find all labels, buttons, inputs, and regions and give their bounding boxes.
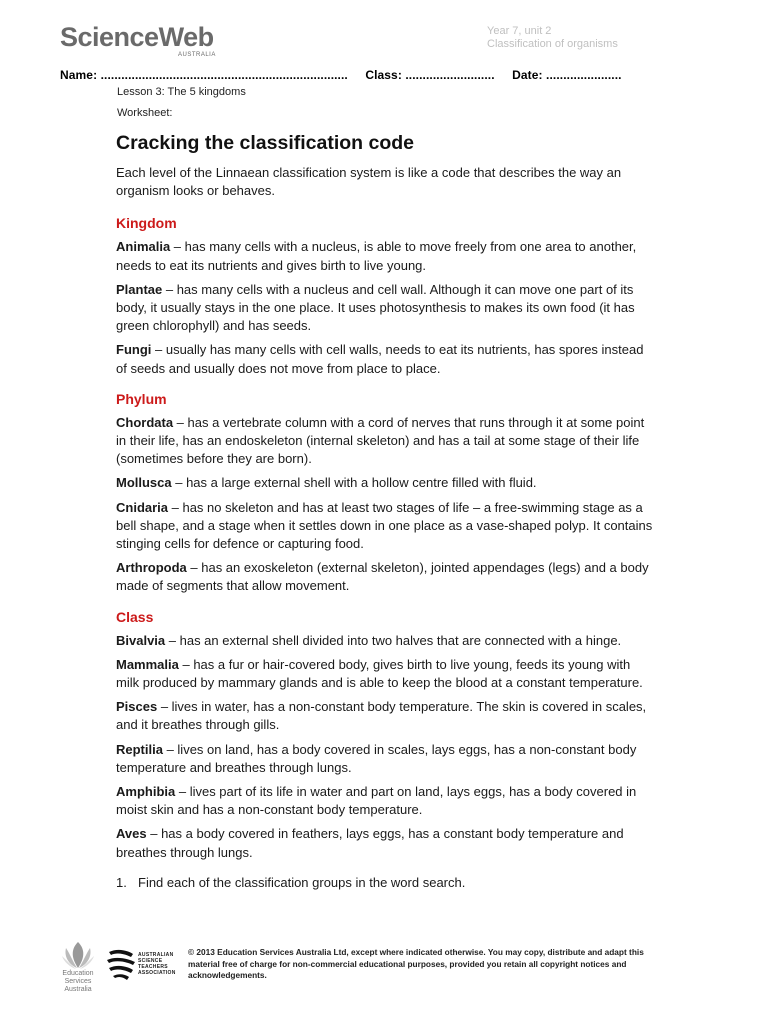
esa-logo-icon	[60, 940, 96, 972]
term-description: – lives in water, has a non-constant body temperature. The skin is covered in scales, and it breathes through gills.	[116, 699, 647, 733]
definition-item	[116, 474, 656, 492]
intro-text: Each level of the Linnaean classification system is like a code that describes the way an organism looks or behaves.	[116, 165, 622, 199]
asta-line4: ASSOCIATION	[138, 970, 176, 976]
section-heading: Phylum	[116, 390, 167, 407]
esa-line3: Australia	[64, 986, 92, 993]
student-header	[60, 68, 636, 82]
term: Pisces	[116, 699, 158, 715]
logo-sub: AUSTRALIA	[178, 52, 216, 58]
term-description: – lives on land, has a body covered in scales, lays eggs, has a non-constant body temperature and breathes through lungs.	[116, 741, 637, 775]
term: Bivalvia	[116, 632, 166, 648]
unit-info	[487, 25, 618, 51]
date-field[interactable]: Date: ......................	[512, 68, 622, 82]
term-description: – has a vertebrate column with a cord of nerves that runs through it at some point in their life, has an endoskeleton (internal skeleton) and has a tail at some stage of their life (sometimes before they are born).	[116, 414, 645, 467]
section-kingdom	[116, 214, 656, 377]
term: Aves	[116, 826, 147, 842]
term: Mammalia	[116, 656, 179, 672]
term: Chordata	[116, 414, 174, 430]
task-number: 1.	[116, 874, 127, 890]
asta-line2: SCIENCE	[138, 958, 163, 964]
worksheet-label: Worksheet:	[117, 107, 173, 119]
footer	[60, 940, 660, 1000]
esa-text	[56, 970, 100, 994]
name-field[interactable]: Name: ........................................................................	[60, 68, 348, 82]
term-description: – usually has many cells with cell walls, needs to eat its nutrients, has spores instead of seeds and usually does not move from place to place.	[116, 342, 644, 376]
term: Cnidaria	[116, 499, 169, 515]
term-description: – has many cells with a nucleus and cell wall. Although it can move one part of its body, it usually stays in the one place. It uses photosynthesis to makes its own food (it has green chlorophyll) and has seeds.	[116, 281, 635, 334]
term: Reptilia	[116, 741, 163, 757]
esa-line1: Education	[62, 970, 94, 977]
term-description: – has no skeleton and has at least two stages of life – a free-swimming stage as a bell shape, and a stage when it settles down in one place as a vase-shaped polyp. It contains stinging cells for defence or capturing food.	[116, 499, 653, 552]
definition-item	[116, 499, 656, 554]
unit-line2: Classification of organisms	[487, 38, 618, 50]
definition-item	[116, 414, 656, 469]
logo-name: ScienceWeb	[60, 22, 214, 52]
definition-item	[116, 741, 656, 777]
term-description: – has an exoskeleton (external skeleton), jointed appendages (legs) and a body made of segments that allow movement.	[116, 560, 649, 594]
asta-text	[138, 952, 176, 976]
definition-item	[116, 559, 656, 595]
definition-item	[116, 632, 656, 650]
definition-item	[116, 281, 656, 336]
definition-item	[116, 656, 656, 692]
term: Arthropoda	[116, 560, 187, 576]
term: Mollusca	[116, 475, 172, 491]
section-heading: Class	[116, 608, 154, 625]
sections	[116, 214, 656, 861]
definition-item	[116, 238, 656, 274]
task-item	[116, 874, 656, 892]
term: Fungi	[116, 342, 152, 358]
worksheet-content	[116, 130, 656, 892]
term-description: – has a body covered in feathers, lays eggs, has a constant body temperature and breathes through lungs.	[116, 826, 624, 860]
term-description: – has an external shell divided into two halves that are connected with a hinge.	[165, 632, 622, 648]
definition-item	[116, 341, 656, 377]
asta-line1: AUSTRALIAN	[138, 952, 174, 958]
section-class	[116, 608, 656, 862]
term-description: – has a fur or hair-covered body, gives birth to live young, feeds its young with milk produced by mammary glands and is able to keep the blood at a constant temperature.	[116, 656, 643, 691]
term-description: – has a large external shell with a hollow centre filled with fluid.	[171, 475, 537, 491]
section-heading: Kingdom	[116, 215, 177, 232]
definition-item	[116, 783, 656, 819]
asta-line3: TEACHERS	[138, 964, 168, 970]
term-description: – lives part of its life in water and part on land, lays eggs, has a body covered in moist skin and has a non-constant body temperature.	[116, 784, 637, 818]
scienceweb-logo	[60, 22, 214, 52]
definition-item	[116, 698, 656, 734]
task-text: Find each of the classification groups in the word search.	[138, 874, 466, 890]
asta-logo-icon	[105, 946, 137, 982]
definition-item	[116, 825, 656, 861]
esa-line2: Services	[64, 978, 92, 985]
lesson-label: Lesson 3: The 5 kingdoms	[117, 86, 246, 98]
section-phylum	[116, 390, 656, 596]
term: Plantae	[116, 281, 163, 297]
copyright-notice: © 2013 Education Services Australia Ltd, except where indicated otherwise. You may copy, distribute and adapt this material free of charge for non-commercial educational purposes, provided you retain all copyright notices and acknowledgements.	[188, 947, 644, 980]
page-title: Cracking the classification code	[116, 132, 415, 154]
term: Animalia	[116, 239, 171, 255]
unit-line1: Year 7, unit 2	[487, 25, 552, 37]
term: Amphibia	[116, 784, 176, 800]
class-field[interactable]: Class: ..........................	[365, 68, 495, 82]
term-description: – has many cells with a nucleus, is able to move freely from one area to another, needs to eat its nutrients and gives birth to live young.	[116, 239, 637, 273]
